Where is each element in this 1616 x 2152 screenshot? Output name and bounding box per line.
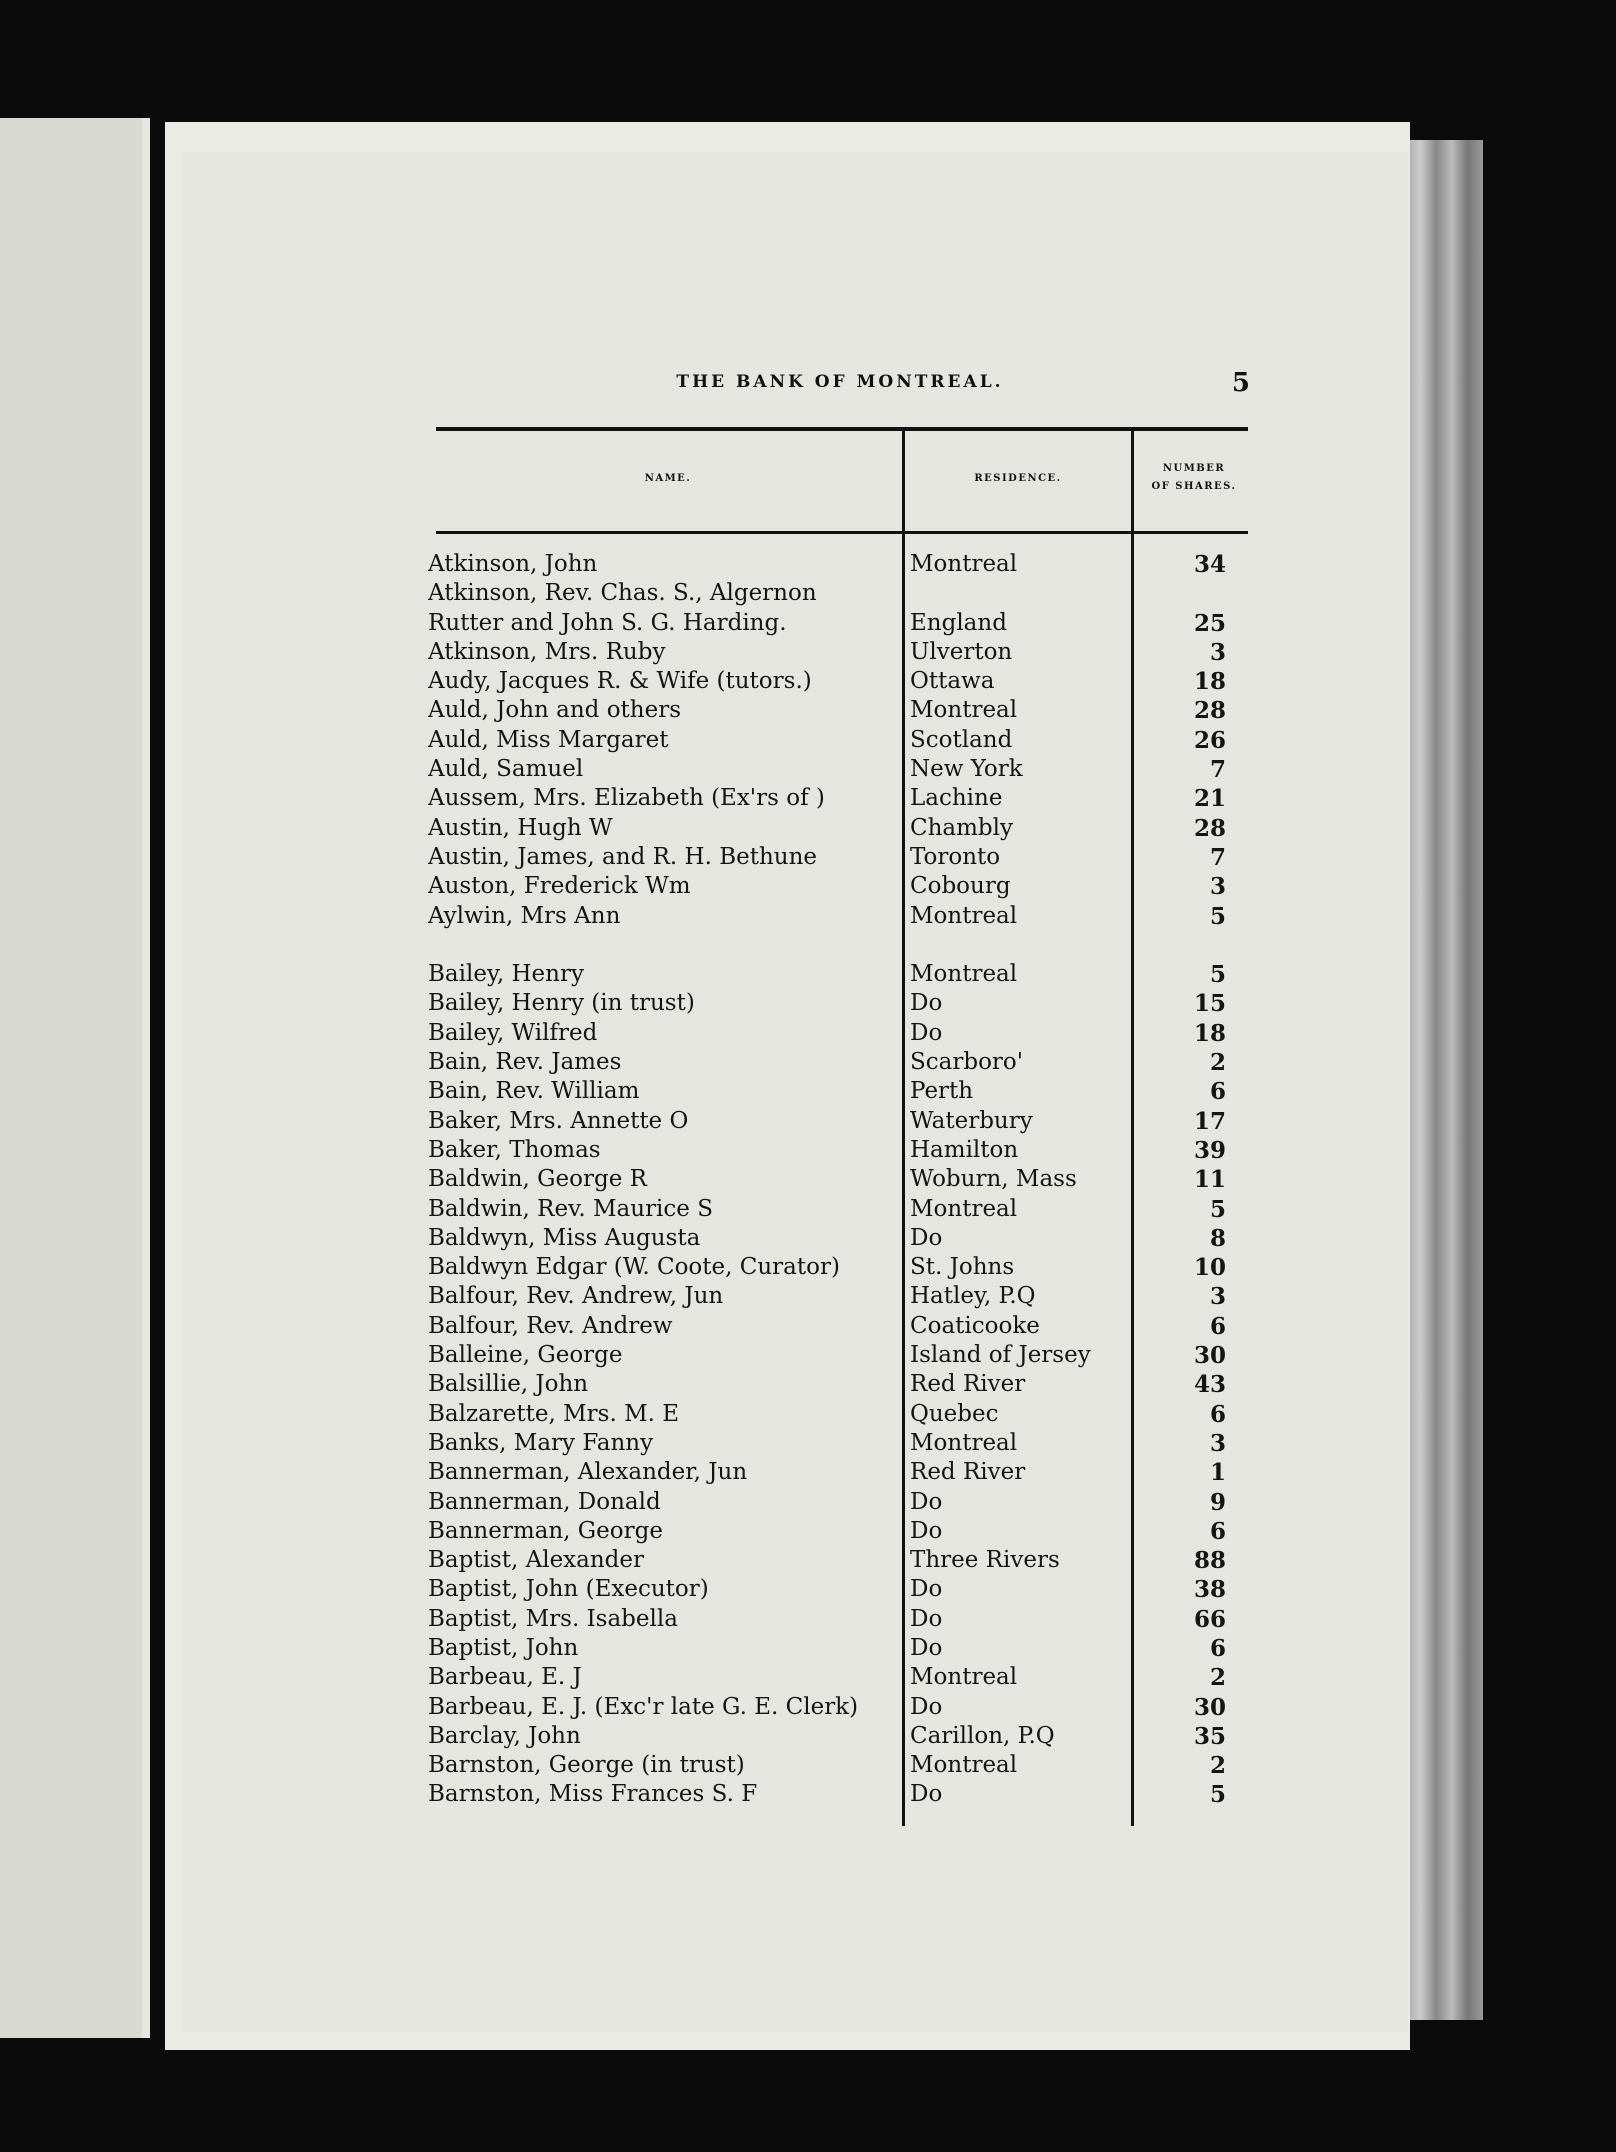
residence: Carillon, P.Q — [910, 1722, 1055, 1749]
residence: New York — [910, 756, 1023, 783]
page-title: THE BANK OF MONTREAL. — [676, 372, 1004, 392]
residence: Scotland — [910, 726, 1013, 753]
share-count: 28 — [1193, 814, 1226, 842]
residence: Red River — [910, 1371, 1026, 1398]
share-count: 7 — [1209, 756, 1226, 784]
residence: Do — [910, 1634, 943, 1661]
shareholder-name: Atkinson, Mrs. Ruby — [428, 638, 666, 665]
table-row — [428, 1458, 1228, 1487]
shareholder-name: Auston, Frederick Wm — [428, 873, 691, 900]
residence: Do — [910, 1488, 943, 1515]
residence: Do — [910, 1781, 943, 1808]
share-count: 39 — [1193, 1136, 1226, 1164]
table-row — [428, 1693, 1228, 1722]
share-count: 30 — [1193, 1342, 1226, 1370]
table-row — [428, 1107, 1228, 1136]
shareholder-name: Barbeau, E. J — [428, 1664, 582, 1691]
table-row — [428, 1136, 1228, 1165]
table-row — [428, 638, 1228, 667]
share-count: 3 — [1209, 1283, 1226, 1311]
table-row — [428, 960, 1228, 989]
shareholder-name: Balsillie, John — [428, 1371, 589, 1398]
shareholder-name: Austin, James, and R. H. Bethune — [428, 843, 818, 870]
shareholder-name: Bannerman, Alexander, Jun — [428, 1459, 748, 1486]
share-count: 2 — [1209, 1752, 1226, 1780]
share-count: 5 — [1209, 1781, 1226, 1809]
previous-page-edge — [0, 118, 150, 2038]
book-page-edges — [1405, 140, 1483, 2020]
share-count: 10 — [1193, 1254, 1226, 1282]
table-row — [428, 843, 1228, 872]
shareholder-name: Atkinson, Rev. Chas. S., Algernon — [428, 580, 817, 607]
shareholder-name: Balfour, Rev. Andrew — [428, 1312, 673, 1339]
share-count: 5 — [1209, 961, 1226, 989]
share-count: 35 — [1193, 1722, 1226, 1750]
group-spacer — [428, 931, 1228, 960]
shareholder-name: Bailey, Henry — [428, 961, 584, 988]
residence: Scarboro' — [910, 1049, 1024, 1076]
shareholder-name: Bannerman, George — [428, 1517, 663, 1544]
table-row — [428, 1077, 1228, 1106]
residence: Montreal — [910, 1195, 1018, 1222]
share-count: 18 — [1193, 1019, 1226, 1047]
residence: Hamilton — [910, 1136, 1019, 1163]
table-row — [428, 579, 1228, 608]
shareholder-name: Rutter and John S. G. Harding. — [428, 609, 787, 636]
shareholder-name: Bailey, Henry (in trust) — [428, 990, 695, 1017]
shareholder-name: Banks, Mary Fanny — [428, 1429, 654, 1456]
shareholder-name: Baldwyn, Miss Augusta — [428, 1224, 701, 1251]
residence: Perth — [910, 1078, 974, 1105]
shareholder-name: Austin, Hugh W — [428, 814, 613, 841]
shareholder-name: Atkinson, John — [428, 551, 598, 577]
table-row — [428, 1370, 1228, 1399]
residence: Toronto — [910, 843, 1001, 870]
table-row — [428, 1605, 1228, 1634]
share-count: 3 — [1209, 1429, 1226, 1457]
share-count: 38 — [1193, 1576, 1226, 1604]
shareholder-name: Baptist, Alexander — [428, 1547, 645, 1574]
shareholder-name: Baldwyn Edgar (W. Coote, Curator) — [428, 1254, 840, 1281]
residence: Woburn, Mass — [910, 1166, 1077, 1193]
column-header-shares — [1135, 460, 1253, 496]
shareholder-name: Baldwin, George R — [428, 1166, 647, 1193]
shareholder-name: Barbeau, E. J. (Exc'r late G. E. Clerk) — [428, 1693, 859, 1720]
share-count: 43 — [1193, 1371, 1226, 1399]
table-row — [428, 1048, 1228, 1077]
residence: Montreal — [910, 697, 1018, 724]
shareholder-name: Baptist, John — [428, 1634, 579, 1661]
page-number: 5 — [1231, 368, 1250, 398]
residence: Montreal — [910, 961, 1018, 988]
shareholder-name: Aussem, Mrs. Elizabeth (Ex'rs of ) — [428, 785, 825, 812]
table-row — [428, 814, 1228, 843]
table-row — [428, 550, 1228, 579]
shareholder-name: Barnston, Miss Frances S. F — [428, 1781, 758, 1808]
shareholder-name: Baptist, John (Executor) — [428, 1576, 709, 1603]
shareholder-name: Auld, John and others — [428, 697, 681, 724]
shareholder-name: Balfour, Rev. Andrew, Jun — [428, 1283, 724, 1310]
share-count: 18 — [1193, 668, 1226, 696]
residence: Montreal — [910, 902, 1018, 929]
column-header-shares-line2: OF SHARES. — [1151, 481, 1237, 492]
share-count: 30 — [1193, 1693, 1226, 1721]
residence: Quebec — [910, 1400, 999, 1427]
residence: Do — [910, 1517, 943, 1544]
table-row — [428, 1663, 1228, 1692]
shareholder-name: Bain, Rev. James — [428, 1049, 622, 1076]
residence: Waterbury — [910, 1107, 1033, 1134]
residence: Island of Jersey — [910, 1342, 1091, 1369]
shareholder-list — [428, 550, 1228, 1810]
table-row — [428, 1312, 1228, 1341]
residence: Three Rivers — [910, 1547, 1060, 1574]
residence: England — [910, 609, 1007, 636]
residence: Do — [910, 1224, 943, 1251]
residence: Ulverton — [910, 638, 1013, 665]
table-row — [428, 1751, 1228, 1780]
share-count: 1 — [1209, 1459, 1226, 1487]
residence: Chambly — [910, 814, 1014, 841]
shareholder-name: Bain, Rev. William — [428, 1078, 640, 1105]
residence: Do — [910, 1019, 943, 1046]
share-count: 88 — [1193, 1547, 1226, 1575]
residence: Ottawa — [910, 668, 995, 695]
share-count: 11 — [1193, 1166, 1226, 1194]
residence: Red River — [910, 1459, 1026, 1486]
share-count: 9 — [1209, 1488, 1226, 1516]
share-count: 6 — [1209, 1312, 1226, 1340]
shareholder-name: Aylwin, Mrs Ann — [428, 902, 621, 929]
share-count: 15 — [1193, 990, 1226, 1018]
table-row — [428, 989, 1228, 1018]
residence: Montreal — [910, 1752, 1018, 1779]
residence: Do — [910, 990, 943, 1017]
table-row — [428, 1780, 1228, 1809]
shareholder-name: Auld, Miss Margaret — [428, 726, 669, 753]
table-row — [428, 1282, 1228, 1311]
shareholder-name: Bailey, Wilfred — [428, 1019, 598, 1046]
table-row — [428, 1575, 1228, 1604]
residence: Cobourg — [910, 873, 1011, 900]
residence: Montreal — [910, 551, 1018, 577]
table-row — [428, 1195, 1228, 1224]
table-row — [428, 609, 1228, 638]
table-row — [428, 1722, 1228, 1751]
table-row — [428, 902, 1228, 931]
table-row — [428, 784, 1228, 813]
table-row — [428, 1224, 1228, 1253]
table-row — [428, 1019, 1228, 1048]
table-row — [428, 726, 1228, 755]
table-row — [428, 1517, 1228, 1546]
shareholder-name: Baptist, Mrs. Isabella — [428, 1605, 678, 1632]
residence: Do — [910, 1605, 943, 1632]
share-count: 2 — [1209, 1664, 1226, 1692]
shareholder-name: Bannerman, Donald — [428, 1488, 661, 1515]
shareholder-name: Baker, Thomas — [428, 1136, 601, 1163]
share-count: 8 — [1209, 1224, 1226, 1252]
table-row — [428, 1341, 1228, 1370]
top-rule — [436, 427, 1248, 431]
share-count: 21 — [1193, 785, 1226, 813]
table-row — [428, 1165, 1228, 1194]
table-row — [428, 872, 1228, 901]
share-count: 6 — [1209, 1400, 1226, 1428]
shareholder-name: Barnston, George (in trust) — [428, 1752, 745, 1779]
share-count: 7 — [1209, 843, 1226, 871]
residence: Lachine — [910, 785, 1003, 812]
column-header-name: NAME. — [644, 473, 692, 484]
share-count: 34 — [1193, 551, 1226, 578]
share-count: 5 — [1209, 902, 1226, 930]
table-row — [428, 755, 1228, 784]
share-count: 5 — [1209, 1195, 1226, 1223]
residence: Do — [910, 1693, 943, 1720]
share-count: 25 — [1193, 609, 1226, 637]
previous-page-surface — [0, 118, 142, 2038]
share-count: 6 — [1209, 1078, 1226, 1106]
running-head — [440, 368, 1250, 408]
residence: Montreal — [910, 1664, 1018, 1691]
header-rule — [436, 531, 1248, 534]
share-count: 6 — [1209, 1517, 1226, 1545]
shareholder-name: Auld, Samuel — [428, 756, 584, 783]
table-row — [428, 1429, 1228, 1458]
residence: Montreal — [910, 1429, 1018, 1456]
table-row — [428, 1634, 1228, 1663]
column-header-residence: RESIDENCE. — [974, 473, 1062, 484]
column-header-shares-line1: NUMBER — [1162, 463, 1226, 474]
share-count: 26 — [1193, 726, 1226, 754]
share-count: 6 — [1209, 1634, 1226, 1662]
share-count: 28 — [1193, 697, 1226, 725]
table-row — [428, 1400, 1228, 1429]
residence: Coaticooke — [910, 1312, 1040, 1339]
table-row — [428, 1546, 1228, 1575]
share-count: 2 — [1209, 1049, 1226, 1077]
residence: St. Johns — [910, 1254, 1015, 1281]
residence: Do — [910, 1576, 943, 1603]
share-count: 17 — [1193, 1107, 1226, 1135]
shareholder-name: Baker, Mrs. Annette O — [428, 1107, 689, 1134]
shareholder-name: Balzarette, Mrs. M. E — [428, 1400, 680, 1427]
residence: Hatley, P.Q — [910, 1283, 1036, 1310]
shareholder-name: Baldwin, Rev. Maurice S — [428, 1195, 713, 1222]
share-count: 66 — [1193, 1605, 1226, 1633]
shareholder-name: Audy, Jacques R. & Wife (tutors.) — [428, 668, 812, 695]
table-row — [428, 667, 1228, 696]
table-row — [428, 1253, 1228, 1282]
table-row — [428, 696, 1228, 725]
shareholder-name: Balleine, George — [428, 1342, 623, 1369]
table-row — [428, 1488, 1228, 1517]
shareholder-name: Barclay, John — [428, 1722, 581, 1749]
share-count: 3 — [1209, 873, 1226, 901]
share-count: 3 — [1209, 638, 1226, 666]
